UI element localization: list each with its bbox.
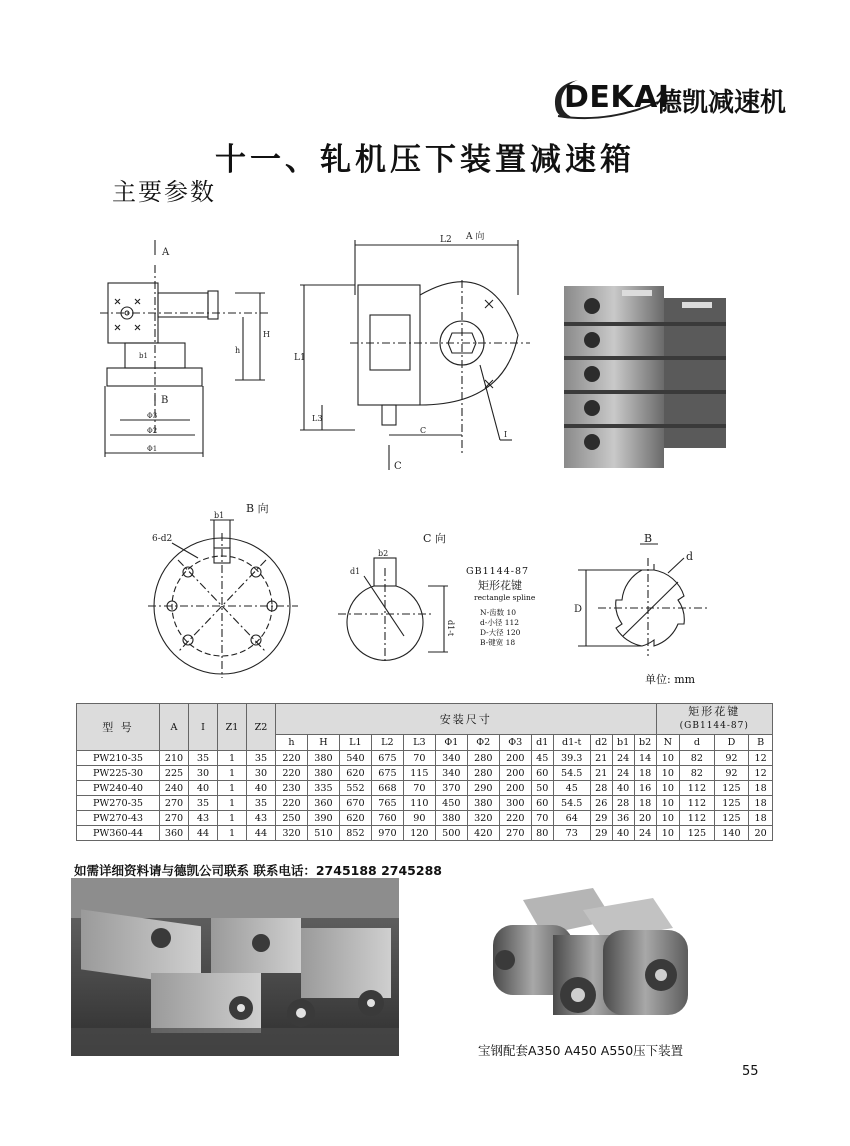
value-cell: 340 xyxy=(435,751,467,766)
value-cell: 18 xyxy=(749,811,773,826)
value-cell: 18 xyxy=(749,796,773,811)
th-Z1: Z1 xyxy=(218,704,247,751)
value-cell: 24 xyxy=(634,826,656,841)
label-spline-d: d xyxy=(686,550,694,563)
model-cell: PW240-40 xyxy=(77,781,160,796)
value-cell: 1 xyxy=(218,766,247,781)
value-cell: 1 xyxy=(218,826,247,841)
th-sub-column: d xyxy=(680,735,715,751)
value-cell: 670 xyxy=(339,796,371,811)
value-cell: 300 xyxy=(499,796,531,811)
label-view-b: B xyxy=(161,395,169,406)
value-cell: 44 xyxy=(189,826,218,841)
value-cell: 270 xyxy=(499,826,531,841)
spline-title-cn: 矩形花键 xyxy=(478,579,522,592)
value-cell: 10 xyxy=(656,781,680,796)
value-cell: 35 xyxy=(189,796,218,811)
value-cell: 760 xyxy=(371,811,403,826)
value-cell: 10 xyxy=(656,796,680,811)
page-title: 十一、轧机压下装置减速箱 xyxy=(215,142,635,178)
value-cell: 220 xyxy=(276,796,308,811)
value-cell: 64 xyxy=(553,811,590,826)
value-cell: 10 xyxy=(656,811,680,826)
th-A: A xyxy=(160,704,189,751)
model-cell: PW270-43 xyxy=(77,811,160,826)
value-cell: 320 xyxy=(467,811,499,826)
value-cell: 200 xyxy=(499,781,531,796)
value-cell: 73 xyxy=(553,826,590,841)
value-cell: 115 xyxy=(403,766,435,781)
value-cell: 200 xyxy=(499,751,531,766)
value-cell: 35 xyxy=(247,796,276,811)
value-cell: 270 xyxy=(160,811,189,826)
value-cell: 92 xyxy=(714,751,749,766)
value-cell: 29 xyxy=(590,826,612,841)
value-cell: 500 xyxy=(435,826,467,841)
value-cell: 125 xyxy=(714,811,749,826)
spline-standard: GB1144-87 xyxy=(466,566,530,577)
label-c-direction: C 向 xyxy=(423,532,446,545)
value-cell: 90 xyxy=(403,811,435,826)
value-cell: 240 xyxy=(160,781,189,796)
value-cell: 28 xyxy=(590,781,612,796)
front-view-drawing xyxy=(95,235,275,465)
value-cell: 280 xyxy=(467,751,499,766)
value-cell: 20 xyxy=(749,826,773,841)
value-cell: 220 xyxy=(499,811,531,826)
value-cell: 70 xyxy=(531,811,553,826)
value-cell: 140 xyxy=(714,826,749,841)
value-cell: 125 xyxy=(714,796,749,811)
spline-note xyxy=(466,566,556,648)
value-cell: 280 xyxy=(467,766,499,781)
value-cell: 20 xyxy=(634,811,656,826)
label-dim-L2: L2 xyxy=(440,235,452,245)
th-sub-column: h xyxy=(276,735,308,751)
th-sub-column: N xyxy=(656,735,680,751)
value-cell: 30 xyxy=(247,766,276,781)
value-cell: 10 xyxy=(656,751,680,766)
label-d1: d1 xyxy=(350,567,361,576)
label-holes: 6-d2 xyxy=(152,534,173,544)
value-cell: 82 xyxy=(680,766,715,781)
value-cell: 60 xyxy=(531,766,553,781)
value-cell: 45 xyxy=(553,781,590,796)
value-cell: 18 xyxy=(634,766,656,781)
value-cell: 70 xyxy=(403,751,435,766)
label-dim-H: H xyxy=(263,330,270,339)
value-cell: 320 xyxy=(276,826,308,841)
label-dim-phi2: Φ2 xyxy=(147,427,158,435)
spline-line: D-大径 120 xyxy=(480,628,521,637)
contact-line: 如需详细资料请与德凯公司联系 联系电话：2745188 2745288 xyxy=(74,863,442,878)
value-cell: 120 xyxy=(403,826,435,841)
th-sub-column: Φ1 xyxy=(435,735,467,751)
value-cell: 370 xyxy=(435,781,467,796)
value-cell: 28 xyxy=(612,796,634,811)
spline-line: N-齿数 10 xyxy=(480,608,517,617)
label-view-a: A xyxy=(162,247,170,258)
th-install: 安装尺寸 xyxy=(276,704,657,735)
value-cell: 21 xyxy=(590,766,612,781)
value-cell: 18 xyxy=(749,781,773,796)
value-cell: 40 xyxy=(612,781,634,796)
value-cell: 16 xyxy=(634,781,656,796)
table-row xyxy=(77,826,773,841)
label-a-direction: A 向 xyxy=(466,232,485,242)
th-sub-column: B xyxy=(749,735,773,751)
logo-chinese: 德凯减速机 xyxy=(656,88,787,118)
value-cell: 200 xyxy=(499,766,531,781)
value-cell: 36 xyxy=(612,811,634,826)
side-view-drawing xyxy=(290,225,540,475)
value-cell: 18 xyxy=(634,796,656,811)
value-cell: 620 xyxy=(339,766,371,781)
logo-latin: DEKAI xyxy=(564,80,670,115)
value-cell: 82 xyxy=(680,751,715,766)
label-view-c: C xyxy=(394,461,402,472)
value-cell: 220 xyxy=(276,751,308,766)
value-cell: 380 xyxy=(307,766,339,781)
c-direction-view xyxy=(338,528,463,668)
value-cell: 852 xyxy=(339,826,371,841)
value-cell: 335 xyxy=(307,781,339,796)
photo-caption: 宝钢配套A350 A450 A550压下装置 xyxy=(478,1043,684,1058)
value-cell: 540 xyxy=(339,751,371,766)
th-sub-column: b1 xyxy=(612,735,634,751)
spline-line: B-键宽 18 xyxy=(480,638,516,647)
value-cell: 14 xyxy=(634,751,656,766)
value-cell: 26 xyxy=(590,796,612,811)
value-cell: 125 xyxy=(680,826,715,841)
th-I: I xyxy=(189,704,218,751)
label-b-direction: B 向 xyxy=(246,502,269,515)
value-cell: 60 xyxy=(531,796,553,811)
label-spline-B: B xyxy=(644,532,653,545)
value-cell: 12 xyxy=(749,766,773,781)
value-cell: 24 xyxy=(612,751,634,766)
label-b2: b2 xyxy=(378,549,389,558)
unit-label: 单位: mm xyxy=(645,673,696,686)
section-subtitle: 主要参数 xyxy=(112,178,216,206)
value-cell: 970 xyxy=(371,826,403,841)
value-cell: 552 xyxy=(339,781,371,796)
value-cell: 21 xyxy=(590,751,612,766)
value-cell: 24 xyxy=(612,766,634,781)
value-cell: 44 xyxy=(247,826,276,841)
value-cell: 230 xyxy=(276,781,308,796)
label-d1t: d1-t xyxy=(446,620,455,637)
label-dim-L3: L3 xyxy=(312,414,323,423)
value-cell: 40 xyxy=(189,781,218,796)
value-cell: 30 xyxy=(189,766,218,781)
value-cell: 40 xyxy=(247,781,276,796)
label-b1-top: b1 xyxy=(214,511,225,520)
b-direction-view xyxy=(148,498,313,678)
table-row xyxy=(77,811,773,826)
value-cell: 380 xyxy=(467,796,499,811)
stacked-gearbox-photo xyxy=(562,278,730,478)
value-cell: 380 xyxy=(435,811,467,826)
table-row xyxy=(77,751,773,766)
value-cell: 35 xyxy=(247,751,276,766)
table-row xyxy=(77,781,773,796)
label-dim-L1: L1 xyxy=(294,353,306,363)
value-cell: 112 xyxy=(680,781,715,796)
value-cell: 43 xyxy=(247,811,276,826)
th-Z2: Z2 xyxy=(247,704,276,751)
th-spline-title: 矩形花键 xyxy=(688,705,741,718)
th-model: 型 号 xyxy=(77,704,160,751)
spline-title-en: rectangle spline xyxy=(474,593,536,602)
workshop-photo xyxy=(71,878,399,1056)
th-sub-column: b2 xyxy=(634,735,656,751)
value-cell: 620 xyxy=(339,811,371,826)
value-cell: 340 xyxy=(435,766,467,781)
th-sub-column: Φ2 xyxy=(467,735,499,751)
th-sub-column: D xyxy=(714,735,749,751)
value-cell: 10 xyxy=(656,766,680,781)
value-cell: 54.5 xyxy=(553,766,590,781)
value-cell: 80 xyxy=(531,826,553,841)
value-cell: 43 xyxy=(189,811,218,826)
value-cell: 1 xyxy=(218,811,247,826)
value-cell: 1 xyxy=(218,796,247,811)
value-cell: 510 xyxy=(307,826,339,841)
brand-logo xyxy=(548,72,788,126)
model-cell: PW225-30 xyxy=(77,766,160,781)
th-spline-std: (GB1144-87) xyxy=(679,721,749,731)
value-cell: 270 xyxy=(160,796,189,811)
value-cell: 112 xyxy=(680,811,715,826)
label-dim-I: I xyxy=(504,430,508,439)
label-dim-b1: b1 xyxy=(139,352,148,360)
value-cell: 250 xyxy=(276,811,308,826)
value-cell: 675 xyxy=(371,751,403,766)
value-cell: 668 xyxy=(371,781,403,796)
value-cell: 45 xyxy=(531,751,553,766)
value-cell: 112 xyxy=(680,796,715,811)
product-photo xyxy=(483,880,698,1040)
th-sub-column: L1 xyxy=(339,735,371,751)
label-spline-D: D xyxy=(574,604,583,615)
value-cell: 40 xyxy=(612,826,634,841)
th-sub-column: H xyxy=(307,735,339,751)
value-cell: 380 xyxy=(307,751,339,766)
value-cell: 110 xyxy=(403,796,435,811)
spec-table xyxy=(76,703,773,841)
table-row xyxy=(77,796,773,811)
th-sub-column: Φ3 xyxy=(499,735,531,751)
value-cell: 765 xyxy=(371,796,403,811)
model-cell: PW210-35 xyxy=(77,751,160,766)
model-cell: PW270-35 xyxy=(77,796,160,811)
value-cell: 35 xyxy=(189,751,218,766)
value-cell: 125 xyxy=(714,781,749,796)
value-cell: 450 xyxy=(435,796,467,811)
value-cell: 675 xyxy=(371,766,403,781)
th-sub-column: d1 xyxy=(531,735,553,751)
th-sub-column: L3 xyxy=(403,735,435,751)
value-cell: 70 xyxy=(403,781,435,796)
value-cell: 29 xyxy=(590,811,612,826)
table-row xyxy=(77,766,773,781)
th-spline xyxy=(656,704,772,735)
spline-line: d-小径 112 xyxy=(480,618,520,627)
label-dim-phi3: Φ3 xyxy=(147,412,158,420)
spline-section-drawing xyxy=(568,528,718,658)
value-cell: 290 xyxy=(467,781,499,796)
value-cell: 210 xyxy=(160,751,189,766)
value-cell: 39.3 xyxy=(553,751,590,766)
th-sub-column: d2 xyxy=(590,735,612,751)
value-cell: 360 xyxy=(160,826,189,841)
value-cell: 390 xyxy=(307,811,339,826)
value-cell: 92 xyxy=(714,766,749,781)
th-sub-column: d1-t xyxy=(553,735,590,751)
value-cell: 12 xyxy=(749,751,773,766)
model-cell: PW360-44 xyxy=(77,826,160,841)
label-dim-phi1: Φ1 xyxy=(147,445,158,453)
value-cell: 1 xyxy=(218,781,247,796)
th-sub-column: L2 xyxy=(371,735,403,751)
label-dim-C: C xyxy=(420,426,427,435)
value-cell: 1 xyxy=(218,751,247,766)
value-cell: 220 xyxy=(276,766,308,781)
value-cell: 420 xyxy=(467,826,499,841)
value-cell: 360 xyxy=(307,796,339,811)
value-cell: 10 xyxy=(656,826,680,841)
value-cell: 54.5 xyxy=(553,796,590,811)
value-cell: 225 xyxy=(160,766,189,781)
page-number: 55 xyxy=(742,1064,759,1079)
label-dim-h: h xyxy=(235,346,241,355)
value-cell: 50 xyxy=(531,781,553,796)
